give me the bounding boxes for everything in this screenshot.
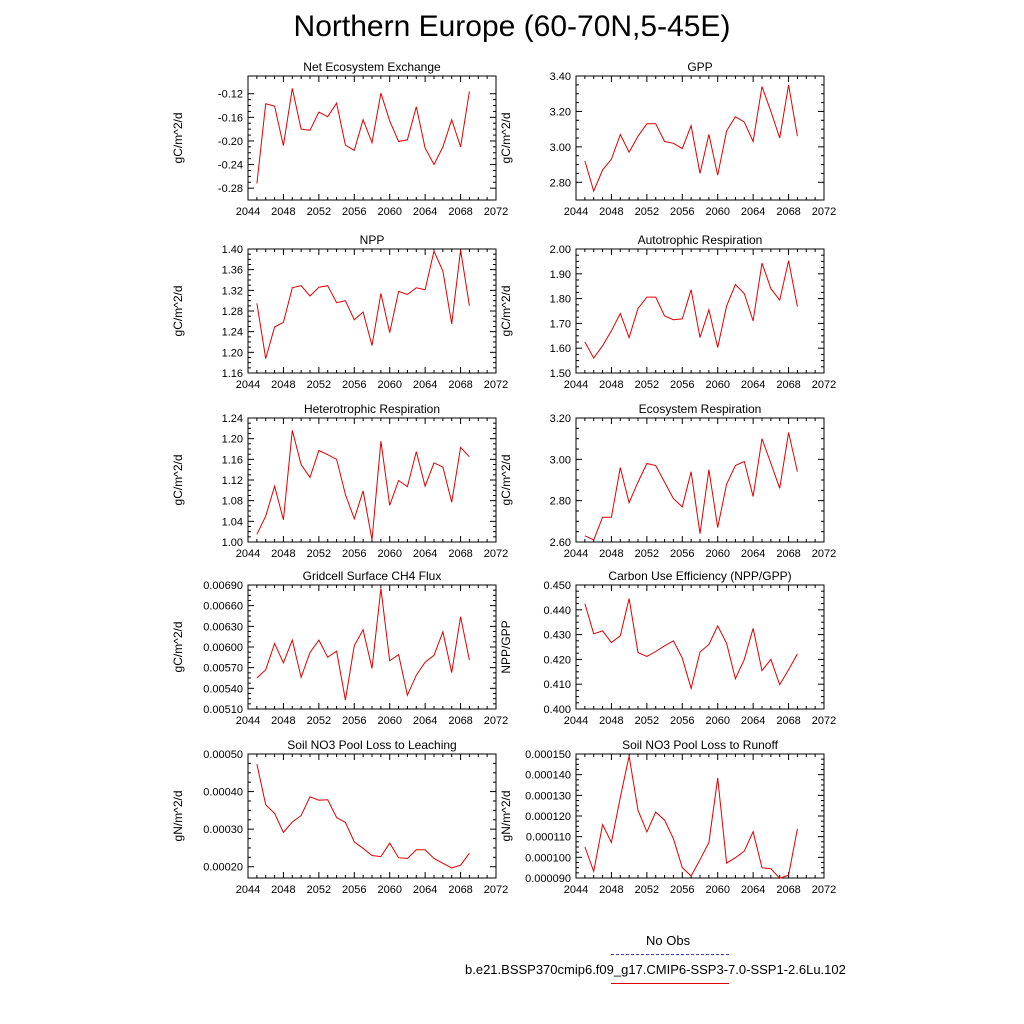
x-tick-label: 2056 xyxy=(670,206,695,218)
chart-panel-5 xyxy=(171,402,508,560)
y-tick-label: 0.000110 xyxy=(525,831,571,844)
x-tick-label: 2072 xyxy=(811,715,837,727)
y-tick-label: 1.24 xyxy=(221,413,243,425)
x-tick-label: 2072 xyxy=(483,715,509,727)
y-tick-label: 1.70 xyxy=(549,318,571,331)
x-tick-label: 2060 xyxy=(705,715,730,727)
plot-frame xyxy=(248,754,496,878)
chart-panel-1 xyxy=(171,60,508,218)
y-tick-label: 1.36 xyxy=(221,264,243,277)
series-line xyxy=(257,88,470,183)
chart-panel-9 xyxy=(171,738,508,896)
x-tick-label: 2060 xyxy=(377,379,402,391)
series-line xyxy=(257,430,470,540)
x-tick-label: 2068 xyxy=(448,206,473,218)
x-tick-label: 2064 xyxy=(740,206,766,218)
y-tick-label: 3.20 xyxy=(549,413,571,425)
panel-title: Ecosystem Respiration xyxy=(638,402,762,416)
x-tick-label: 2048 xyxy=(599,715,624,727)
y-tick-label: 1.08 xyxy=(221,495,243,508)
y-tick-label: 0.450 xyxy=(543,580,571,592)
x-tick-label: 2060 xyxy=(705,206,730,218)
x-tick-label: 2064 xyxy=(412,206,438,218)
x-tick-label: 2056 xyxy=(342,884,367,896)
x-tick-label: 2044 xyxy=(235,884,261,896)
x-tick-label: 2048 xyxy=(599,206,624,218)
chart-panel-6 xyxy=(499,402,836,560)
y-tick-label: 0.000090 xyxy=(525,873,571,885)
x-tick-label: 2068 xyxy=(776,206,801,218)
plot-frame xyxy=(248,76,496,200)
x-tick-label: 2056 xyxy=(670,884,695,896)
x-tick-label: 2044 xyxy=(563,715,589,727)
x-tick-label: 2072 xyxy=(811,379,837,391)
panel-title: Soil NO3 Pool Loss to Leaching xyxy=(287,738,457,752)
y-tick-label: 1.24 xyxy=(221,326,243,339)
x-tick-label: 2068 xyxy=(448,379,473,391)
x-tick-label: 2068 xyxy=(776,548,801,560)
x-tick-label: 2072 xyxy=(483,548,509,560)
y-tick-label: 3.40 xyxy=(549,71,571,83)
y-tick-label: 1.20 xyxy=(221,347,243,360)
y-tick-label: 3.00 xyxy=(549,141,571,154)
x-tick-label: 2052 xyxy=(634,379,660,391)
series-line xyxy=(585,756,798,878)
x-tick-label: 2056 xyxy=(670,715,695,727)
x-tick-label: 2052 xyxy=(306,548,332,560)
y-tick-label: 0.420 xyxy=(543,654,571,667)
panel-title: Autotrophic Respiration xyxy=(637,233,763,247)
x-tick-label: 2044 xyxy=(235,206,261,218)
y-axis-label: gC/m^2/d xyxy=(171,285,185,337)
y-tick-label: 0.000150 xyxy=(525,749,571,761)
y-tick-label: 3.00 xyxy=(549,454,571,467)
x-tick-label: 2072 xyxy=(483,206,509,218)
y-axis-label: gN/m^2/d xyxy=(499,790,513,842)
x-tick-label: 2072 xyxy=(811,884,837,896)
x-tick-label: 2072 xyxy=(811,206,837,218)
y-tick-label: 1.16 xyxy=(221,368,243,380)
y-tick-label: 1.04 xyxy=(221,516,243,529)
x-tick-label: 2060 xyxy=(377,206,402,218)
x-tick-label: 2052 xyxy=(306,206,332,218)
y-axis-label: gC/m^2/d xyxy=(171,621,185,673)
y-tick-label: 0.00630 xyxy=(203,621,243,634)
chart-panel-4 xyxy=(499,233,836,391)
y-tick-label: 0.410 xyxy=(543,679,571,692)
y-tick-label: 0.000130 xyxy=(525,790,571,803)
x-tick-label: 2048 xyxy=(271,884,296,896)
x-tick-label: 2064 xyxy=(412,884,438,896)
series-line xyxy=(585,85,798,191)
y-axis-label: gC/m^2/d xyxy=(171,454,185,506)
y-tick-label: 0.00040 xyxy=(203,786,243,799)
x-tick-label: 2068 xyxy=(448,884,473,896)
legend-line-run xyxy=(611,983,729,984)
x-tick-label: 2060 xyxy=(705,884,730,896)
chart-panel-10 xyxy=(499,738,836,896)
y-tick-label: 2.80 xyxy=(549,177,571,190)
x-tick-label: 2052 xyxy=(306,379,332,391)
y-tick-label: 2.00 xyxy=(549,244,571,256)
x-tick-label: 2044 xyxy=(235,715,261,727)
legend-label-run: b.e21.BSSP370cmip6.f09_g17.CMIP6-SSP3-7.0-SSP1-2.6Lu.102 xyxy=(465,962,846,977)
x-tick-label: 2052 xyxy=(634,206,660,218)
panel-title: Gridcell Surface CH4 Flux xyxy=(302,569,442,583)
panel-title: Soil NO3 Pool Loss to Runoff xyxy=(622,738,778,752)
series-line xyxy=(257,764,470,868)
series-line xyxy=(585,261,798,358)
page-title: Northern Europe (60-70N,5-45E) xyxy=(293,10,731,43)
y-axis-label: gN/m^2/d xyxy=(171,790,185,842)
panel-title: Carbon Use Efficiency (NPP/GPP) xyxy=(608,569,792,583)
chart-panel-3 xyxy=(171,233,508,391)
plot-frame xyxy=(576,418,824,542)
legend-label-obs: No Obs xyxy=(646,933,691,948)
y-tick-label: 0.00660 xyxy=(203,600,243,613)
x-tick-label: 2044 xyxy=(235,548,261,560)
x-tick-label: 2044 xyxy=(235,379,261,391)
x-tick-label: 2064 xyxy=(412,379,438,391)
x-tick-label: 2048 xyxy=(271,206,296,218)
x-tick-label: 2044 xyxy=(563,548,589,560)
plot-frame xyxy=(248,585,496,709)
chart-panel-2 xyxy=(499,60,836,218)
y-tick-label: 0.00570 xyxy=(203,662,243,675)
x-tick-label: 2048 xyxy=(599,884,624,896)
x-tick-label: 2044 xyxy=(563,884,589,896)
x-tick-label: 2060 xyxy=(377,548,402,560)
y-axis-label: NPP/GPP xyxy=(499,620,513,674)
x-tick-label: 2056 xyxy=(342,548,367,560)
y-tick-label: 0.00030 xyxy=(203,824,243,837)
y-axis-label: gC/m^2/d xyxy=(499,454,513,506)
y-tick-label: -0.24 xyxy=(217,159,243,172)
x-tick-label: 2068 xyxy=(448,548,473,560)
x-tick-label: 2048 xyxy=(271,715,296,727)
series-line xyxy=(257,588,470,700)
y-tick-label: 0.00540 xyxy=(203,683,243,696)
x-tick-label: 2052 xyxy=(306,715,332,727)
x-tick-label: 2056 xyxy=(670,548,695,560)
y-tick-label: 0.00690 xyxy=(203,580,243,592)
y-tick-label: 0.00020 xyxy=(203,861,243,874)
x-tick-label: 2068 xyxy=(448,715,473,727)
x-tick-label: 2064 xyxy=(412,715,438,727)
x-tick-label: 2072 xyxy=(811,548,837,560)
plot-frame xyxy=(576,585,824,709)
x-tick-label: 2064 xyxy=(412,548,438,560)
y-tick-label: -0.12 xyxy=(217,88,243,101)
series-line xyxy=(585,433,798,540)
x-tick-label: 2068 xyxy=(776,884,801,896)
y-tick-label: 0.00510 xyxy=(203,704,243,716)
x-tick-label: 2056 xyxy=(342,715,367,727)
y-tick-label: 1.50 xyxy=(549,368,571,380)
y-tick-label: 0.440 xyxy=(543,604,571,617)
panel-title: Net Ecosystem Exchange xyxy=(303,60,441,74)
x-tick-label: 2060 xyxy=(705,379,730,391)
y-tick-label: 0.400 xyxy=(543,704,571,716)
y-tick-label: 1.40 xyxy=(221,244,243,256)
series-line xyxy=(257,250,470,359)
y-tick-label: 0.430 xyxy=(543,629,571,642)
y-tick-label: 1.20 xyxy=(221,433,243,446)
x-tick-label: 2060 xyxy=(377,715,402,727)
y-tick-label: 0.00050 xyxy=(203,749,243,761)
x-tick-label: 2064 xyxy=(740,548,766,560)
y-tick-label: 1.12 xyxy=(221,475,243,487)
x-tick-label: 2068 xyxy=(776,715,801,727)
x-tick-label: 2056 xyxy=(342,206,367,218)
panel-title: NPP xyxy=(359,233,385,247)
y-axis-label: gC/m^2/d xyxy=(499,112,513,164)
x-tick-label: 2044 xyxy=(563,379,589,391)
chart-panel-8 xyxy=(499,569,836,727)
x-tick-label: 2072 xyxy=(483,379,509,391)
x-tick-label: 2052 xyxy=(634,548,660,560)
panel-title: GPP xyxy=(687,60,713,74)
chart-panel-7 xyxy=(171,569,508,727)
x-tick-label: 2048 xyxy=(271,548,296,560)
y-tick-label: 1.00 xyxy=(221,537,243,549)
y-tick-label: 1.60 xyxy=(549,343,571,356)
x-tick-label: 2072 xyxy=(483,884,509,896)
series-line xyxy=(585,599,798,689)
x-tick-label: 2048 xyxy=(599,548,624,560)
y-tick-label: 1.32 xyxy=(221,285,243,298)
y-tick-label: 3.20 xyxy=(549,106,571,119)
x-tick-label: 2060 xyxy=(705,548,730,560)
y-tick-label: 0.00600 xyxy=(203,642,243,654)
x-tick-label: 2056 xyxy=(670,379,695,391)
y-tick-label: 1.16 xyxy=(221,454,243,467)
x-tick-label: 2044 xyxy=(563,206,589,218)
x-tick-label: 2064 xyxy=(740,884,766,896)
panel-title: Heterotrophic Respiration xyxy=(303,402,441,416)
y-tick-label: 0.000140 xyxy=(525,769,571,782)
y-tick-label: 2.80 xyxy=(549,495,571,508)
x-tick-label: 2048 xyxy=(599,379,624,391)
x-tick-label: 2052 xyxy=(634,884,660,896)
x-tick-label: 2064 xyxy=(740,715,766,727)
y-tick-label: 0.000100 xyxy=(525,852,571,865)
x-tick-label: 2052 xyxy=(634,715,660,727)
x-tick-label: 2068 xyxy=(776,379,801,391)
y-axis-label: gC/m^2/d xyxy=(499,285,513,337)
y-tick-label: 2.60 xyxy=(549,537,571,549)
y-tick-label: -0.20 xyxy=(217,135,243,148)
x-tick-label: 2056 xyxy=(342,379,367,391)
y-tick-label: 1.28 xyxy=(221,306,243,318)
plot-frame xyxy=(248,418,496,542)
y-tick-label: 1.80 xyxy=(549,293,571,306)
y-tick-label: 1.90 xyxy=(549,268,571,281)
x-tick-label: 2052 xyxy=(306,884,332,896)
y-tick-label: -0.16 xyxy=(217,112,243,125)
y-tick-label: -0.28 xyxy=(217,183,243,196)
legend-line-obs xyxy=(611,954,729,955)
y-tick-label: 0.000120 xyxy=(525,811,571,823)
x-tick-label: 2060 xyxy=(377,884,402,896)
x-tick-label: 2048 xyxy=(271,379,296,391)
y-axis-label: gC/m^2/d xyxy=(171,112,185,164)
x-tick-label: 2064 xyxy=(740,379,766,391)
